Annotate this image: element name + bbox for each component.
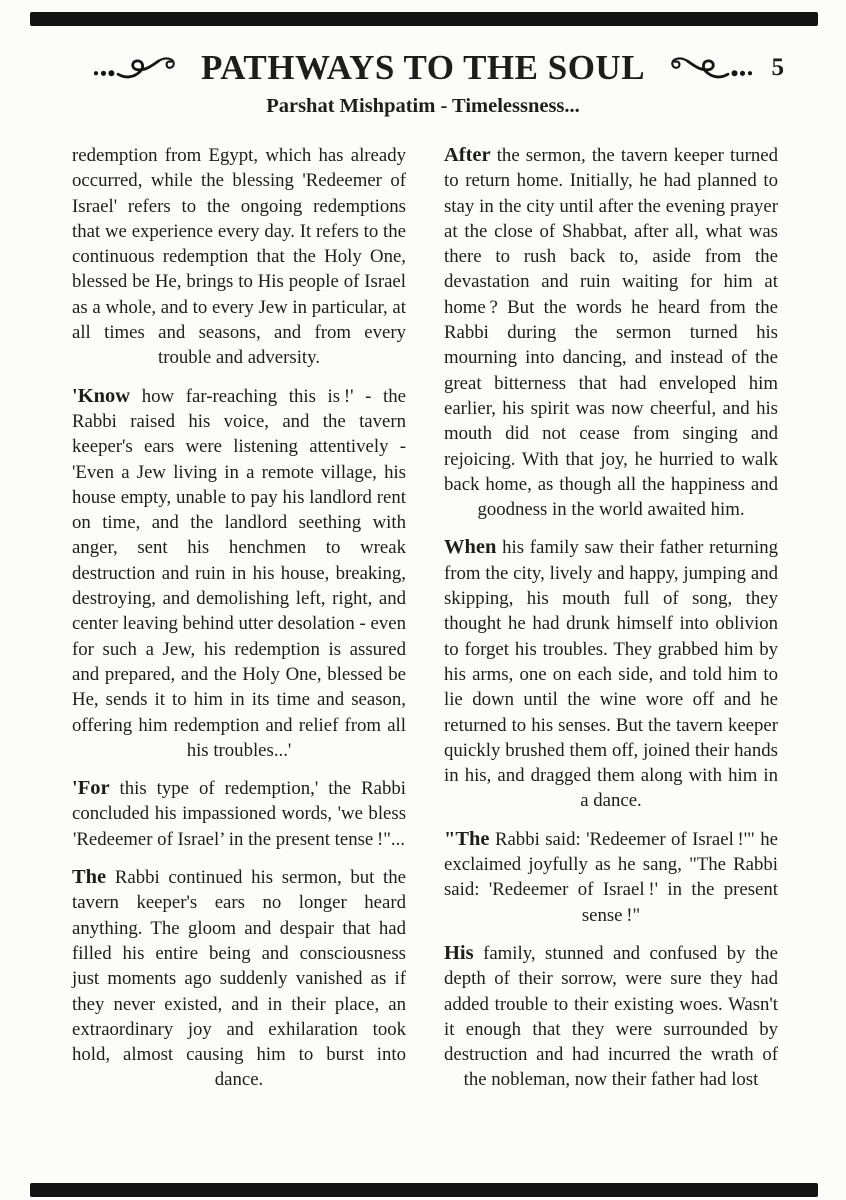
- page-title: PATHWAYS TO THE SOUL: [200, 48, 646, 87]
- paragraph-lead-word: His: [444, 941, 474, 964]
- paragraph: [72, 143, 406, 371]
- page-number: 5: [771, 54, 784, 81]
- paragraph: [444, 941, 778, 1093]
- paragraph-text: this type of redemption,' the Rabbi concluded his impassioned words, 'we bless 'Redeemer of Israel’ in the present tense !"...: [72, 778, 406, 850]
- paragraph-lead-word: "The: [444, 827, 490, 850]
- paragraph-text: Rabbi continued his sermon, but the tavern keeper's ears no longer heard anything. The gloom and despair that had filled his entire being and consciousness just moments ago suddenly vanished as if they never existed, and in their place, an extraordinary joy and exhilaration took hold, almost causing him to burst into dance.: [72, 867, 406, 1091]
- paragraph-text: his family saw their father returning from the city, lively and happy, jumping and skipping, his mouth full of song, they thought he had drunk himself into oblivion to forget his troubles. They grabbed him by his arms, one on each side, and told him to lie down until the wine wore off and he returned to his senses. But the tavern keeper quickly brushed them off, joined their hands in his, and dragged them along with him in a dance.: [444, 537, 778, 812]
- paragraph-lead-word: 'Know: [72, 384, 131, 407]
- paragraph-lead-word: After: [444, 144, 491, 166]
- bottom-divider-bar: [30, 1183, 818, 1197]
- flourish-right-icon: [655, 53, 755, 83]
- top-divider-bar: [30, 12, 818, 26]
- paragraph: [72, 865, 406, 1093]
- paragraph: [444, 535, 778, 813]
- paragraph: [444, 827, 778, 928]
- paragraph-lead-word: 'For: [72, 777, 110, 800]
- flourish-left-icon: [91, 53, 191, 83]
- right-column: [444, 143, 778, 1106]
- paragraph-text: redemption from Egypt, which has already occurred, while the blessing 'Redeemer of Israel' refers to the ongoing redemptions that we experience every day. It refers to the continuous redemption that the Holy One, blessed be He, brings to His people of Israel as a whole, and to every Jew in particular, at all times and seasons, and from every trouble and adversity.: [72, 145, 406, 369]
- paragraph-text: how far-reaching this is !' - the Rabbi raised his voice, and the tavern keeper's ears were listening attentively - 'Even a Jew living in a remote village, his house empty, unable to pay his landlord rent on time, and the landlord seething with anger, sent his henchmen to wreak destruction and ruin in his house, breaking, destroying, and demolishing left, right, and center leaving behind utter desolation - even for such a Jew, his redemption is assured and prepared, and the Holy One, blessed be He, sends it to him in its time and season, offering him redemption and relief from all his troubles...': [72, 385, 406, 761]
- paragraph: [72, 384, 406, 763]
- paragraph-lead-word: When: [444, 536, 497, 559]
- left-column: [72, 143, 406, 1106]
- paragraph-lead-word: The: [72, 866, 107, 889]
- paragraph-text: the sermon, the tavern keeper turned to return home. Initially, he had planned to stay in the city until after the evening prayer at the close of Shabbat, after all, what was there to rush back to, aside from the devastation and ruin waiting for him at home ? But the words he heard from the Rabbi during the sermon turned his mourning into dancing, and instead of the great bitterness that had enveloped him earlier, his spirit was now cheerful, and his mouth did not cease from singing and rejoicing. With that joy, he hurried to walk back home, as though all the happiness and goodness in the world awaited him.: [444, 145, 778, 521]
- paragraph: [444, 143, 778, 522]
- two-column-body: [72, 143, 778, 1106]
- title-row: [0, 42, 846, 94]
- paragraph: [72, 776, 406, 852]
- page-header: [0, 42, 846, 118]
- paragraph-text: family, stunned and confused by the depth of their sorrow, were sure they had added trouble to their existing woes. Wasn't it enough that they were surrounded by destruction and had incurred the wrath of the nobleman, now their father had lost: [444, 942, 778, 1091]
- paragraph-text: Rabbi said: 'Redeemer of Israel !'" he exclaimed joyfully as he sang, "The Rabbi said: 'Redeemer of Israel !' in the present sense !": [444, 828, 778, 926]
- page-subtitle: Parshat Mishpatim - Timelessness...: [266, 95, 580, 117]
